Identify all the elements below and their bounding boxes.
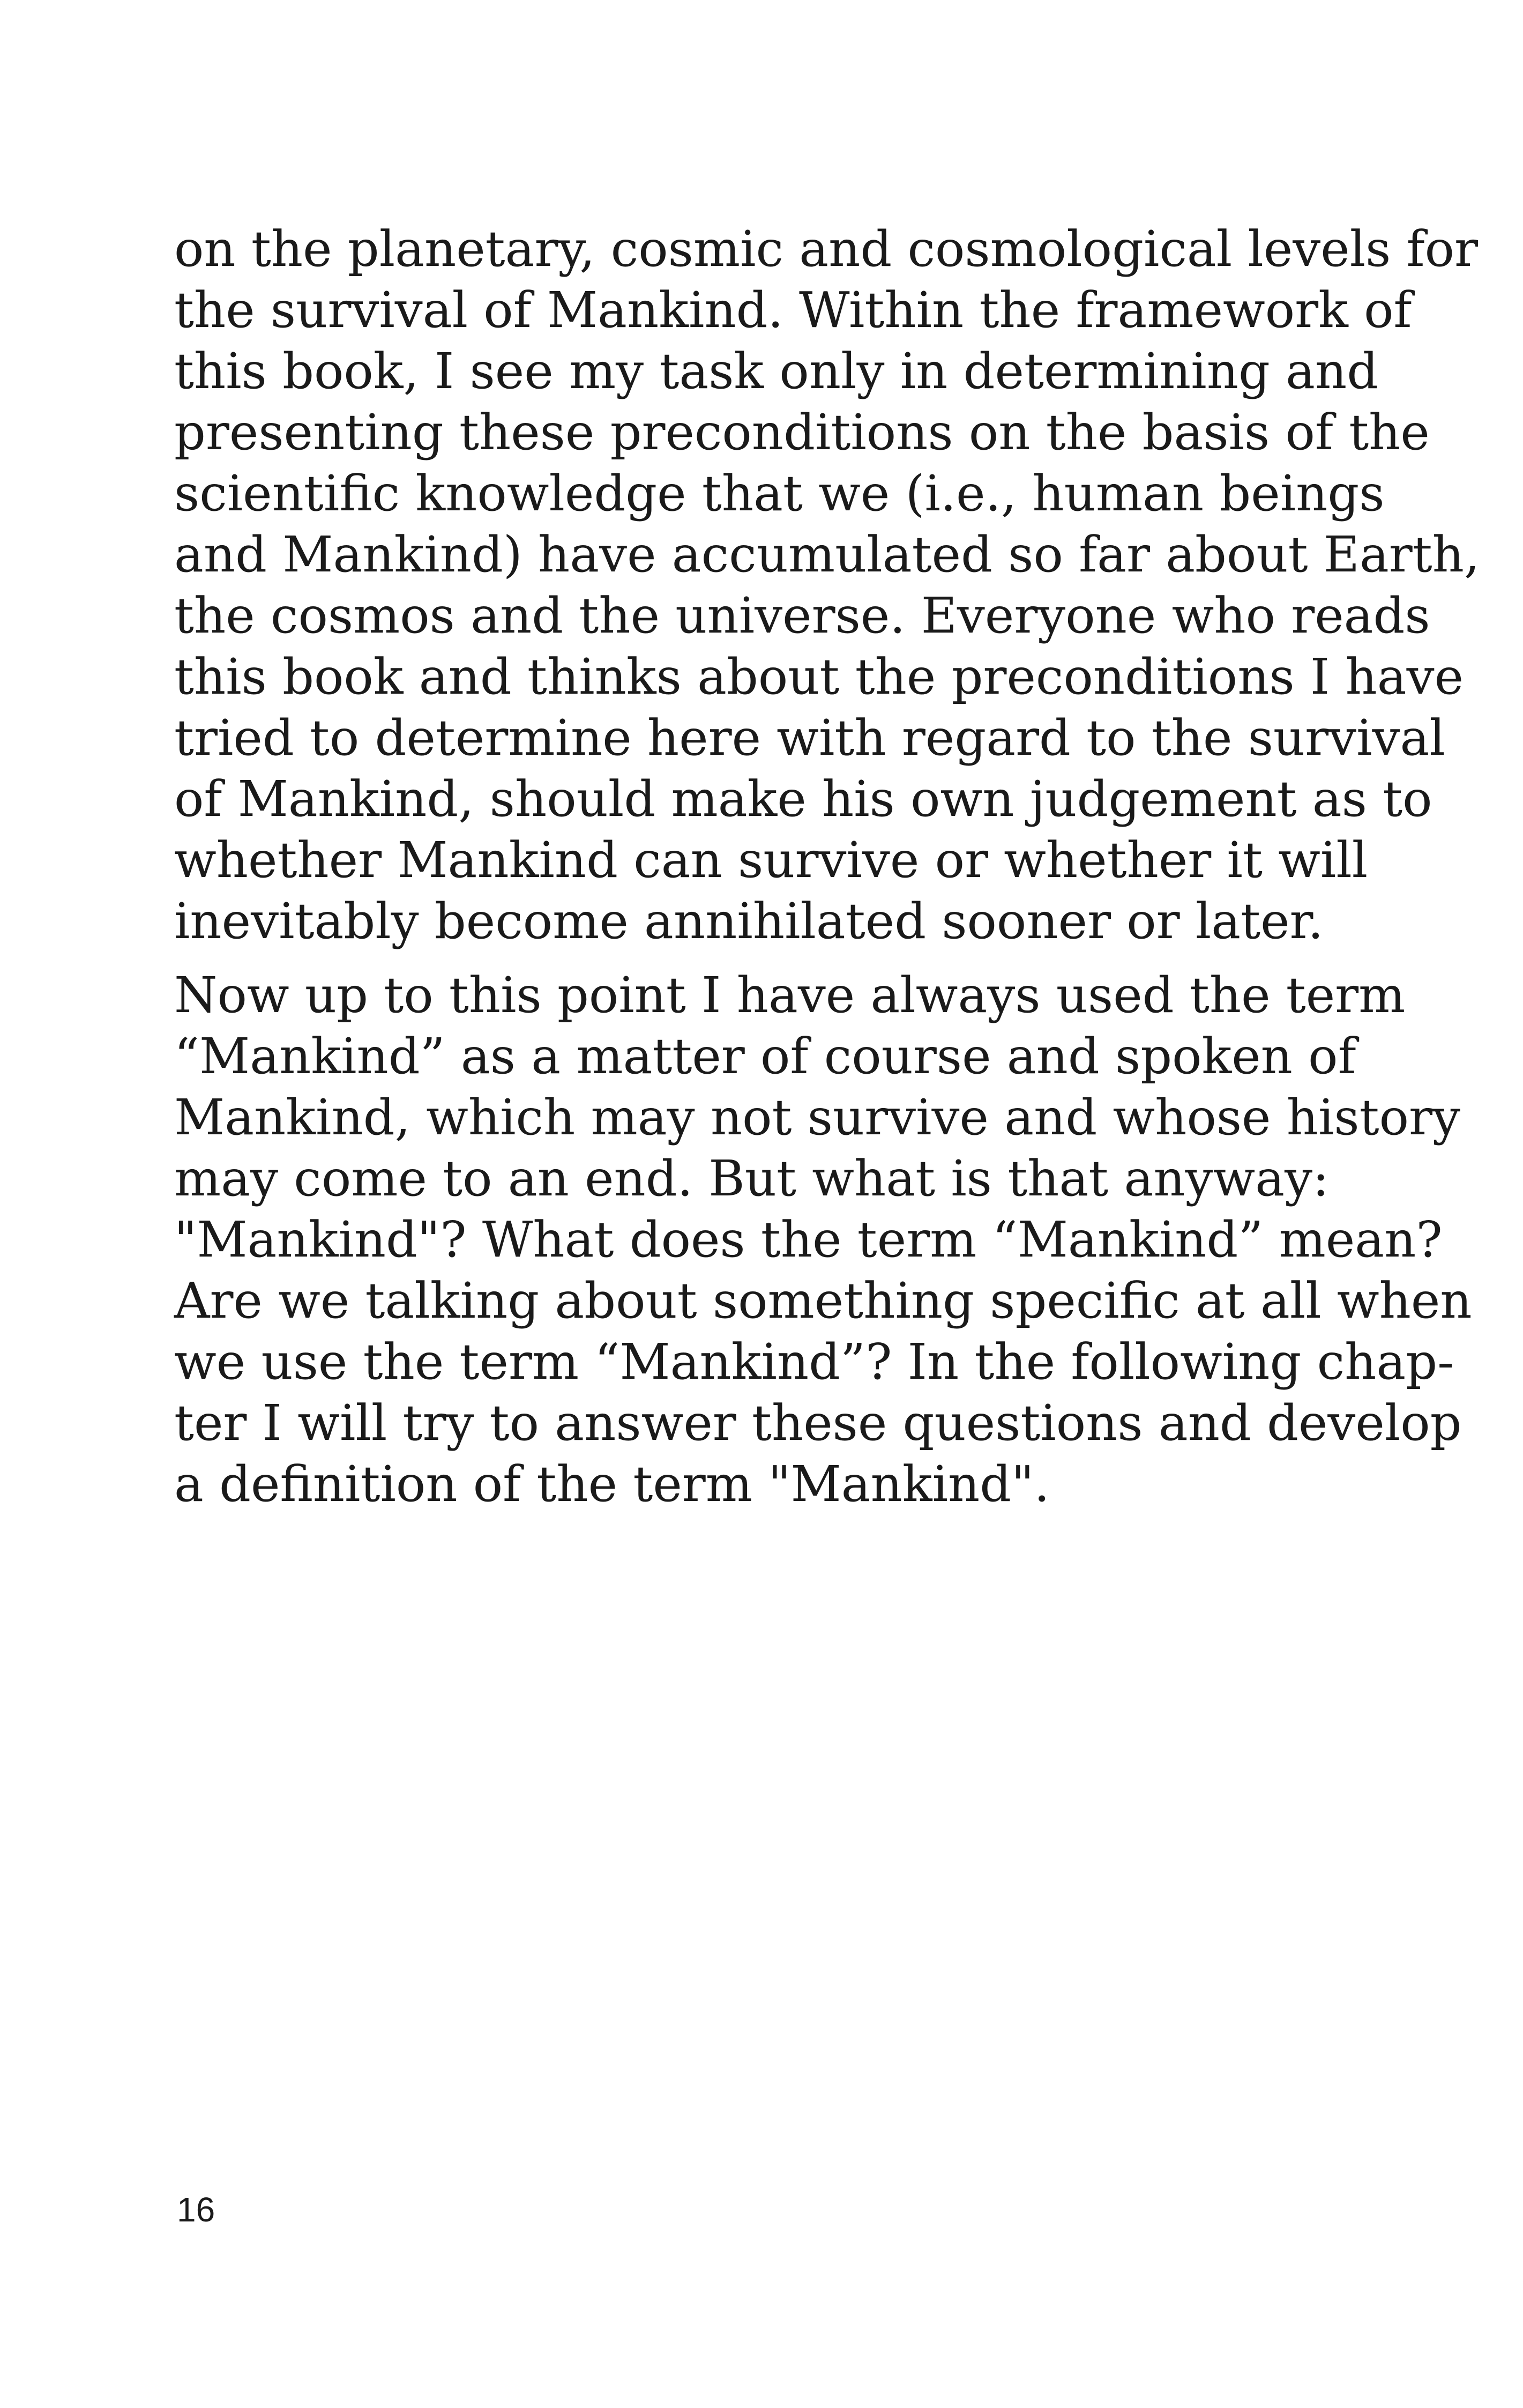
text-line: the survival of Mankind. Within the framework of [174,281,1412,339]
text-line: "Mankind"? What does the term “Mankind” mean? [174,1211,1443,1268]
text-line: and Mankind) have accumulated so far about Earth, [174,526,1480,583]
text-line: the cosmos and the universe. Everyone who reads [174,587,1430,644]
paragraph-1 [174,219,1480,952]
text-line: presenting these preconditions on the basis of the [174,404,1430,461]
paragraph-spacing [174,952,1309,965]
text-line: Now up to this point I have always used the term [174,967,1406,1024]
text-line: this book and thinks about the preconditions I have [174,648,1464,705]
body-text [174,219,1480,1515]
text-line: tried to determine here with regard to the survival [174,709,1445,767]
text-line: Mankind, which may not survive and whose history [174,1089,1460,1146]
text-line: we use the term “Mankind”? In the following chap- [174,1333,1454,1391]
text-line: inevitably become annihilated sooner or later. [174,893,1324,950]
text-line: a definition of the term "Mankind". [174,1455,1050,1513]
text-line: whether Mankind can survive or whether it will [174,831,1368,889]
text-line: of Mankind, should make his own judgement as to [174,770,1432,828]
text-line: scientific knowledge that we (i.e., human beings [174,465,1385,522]
paragraph-2 [174,965,1472,1515]
text-line: Are we talking about something specific at all when [174,1272,1472,1329]
text-line: on the planetary, cosmic and cosmological levels for [174,220,1479,278]
text-line: may come to an end. But what is that anyway: [174,1150,1330,1207]
text-line: ter I will try to answer these questions and develop [174,1394,1462,1452]
text-line: “Mankind” as a matter of course and spoken of [174,1028,1356,1085]
page-number: 16 [177,2190,215,2229]
text-line: this book, I see my task only in determining and [174,343,1379,400]
